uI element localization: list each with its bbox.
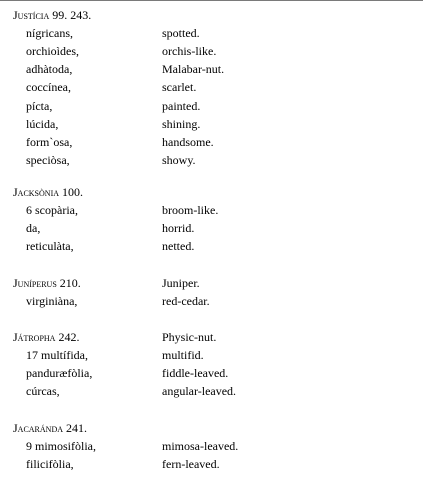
species-english-meaning: multifid. (162, 348, 204, 363)
species-english-meaning: showy. (162, 152, 196, 167)
genus-heading (0, 328, 423, 346)
genus-name: Jacaránda 241. (13, 421, 88, 435)
species-english-meaning: orchis-like. (162, 44, 217, 59)
species-row (0, 42, 423, 60)
genus-heading (0, 274, 423, 292)
species-english-meaning: horrid. (162, 221, 195, 236)
genus-heading (0, 183, 423, 201)
species-latin-name: adhàtoda, (26, 62, 73, 77)
species-latin-name: 6 scopària, (26, 203, 78, 218)
species-latin-name: pícta, (26, 98, 53, 113)
genus-name: Játropha 242. (13, 330, 80, 344)
species-english-meaning: painted. (162, 98, 201, 113)
species-english-meaning: red-cedar. (162, 294, 210, 309)
species-latin-name: filicifòlia, (26, 457, 74, 472)
species-latin-name: coccínea, (26, 80, 71, 95)
species-latin-name: da, (26, 221, 41, 236)
species-english-meaning: scarlet. (162, 80, 197, 95)
species-row (0, 219, 423, 237)
species-latin-name: virginiàna, (26, 294, 78, 309)
top-border (0, 0, 423, 1)
genus-name: Juníperus 210. (13, 276, 81, 290)
species-row (0, 237, 423, 255)
species-row (0, 24, 423, 42)
species-row (0, 60, 423, 78)
genus-heading (0, 419, 423, 437)
species-english-meaning: mimosa-leaved. (162, 439, 239, 454)
genus-common-name: Juniper. (162, 276, 200, 290)
species-row (0, 97, 423, 115)
species-row (0, 455, 423, 473)
species-latin-name: 17 multífida, (26, 348, 88, 363)
species-row (0, 364, 423, 382)
species-latin-name: cúrcas, (26, 384, 60, 399)
species-row (0, 133, 423, 151)
species-row (0, 382, 423, 400)
species-english-meaning: spotted. (162, 26, 200, 41)
species-latin-name: nígricans, (26, 26, 73, 41)
species-row (0, 78, 423, 96)
species-english-meaning: netted. (162, 239, 195, 254)
species-latin-name: speciòsa, (26, 152, 70, 167)
species-latin-name: 9 mimosifòlia, (26, 439, 96, 454)
species-row (0, 346, 423, 364)
genus-common-name: Physic-nut. (162, 330, 217, 344)
species-latin-name: panduræfòlia, (26, 366, 93, 381)
species-latin-name: lúcida, (26, 116, 59, 131)
species-english-meaning: angular-leaved. (162, 384, 237, 399)
genus-heading (0, 6, 423, 24)
genus-name: Justícia 99. 243. (13, 8, 92, 22)
species-english-meaning: handsome. (162, 134, 214, 149)
species-english-meaning: fern-leaved. (162, 457, 220, 472)
species-english-meaning: Malabar-nut. (162, 62, 225, 77)
genus-name: Jacksònia 100. (13, 185, 84, 199)
species-english-meaning: fiddle-leaved. (162, 366, 229, 381)
species-english-meaning: broom-like. (162, 203, 219, 218)
species-latin-name: reticulàta, (26, 239, 74, 254)
species-row (0, 115, 423, 133)
species-row (0, 437, 423, 455)
species-row (0, 201, 423, 219)
species-row (0, 151, 423, 169)
species-latin-name: form`osa, (26, 134, 73, 149)
species-row (0, 292, 423, 310)
species-latin-name: orchioìdes, (26, 44, 79, 59)
species-english-meaning: shining. (162, 116, 201, 131)
